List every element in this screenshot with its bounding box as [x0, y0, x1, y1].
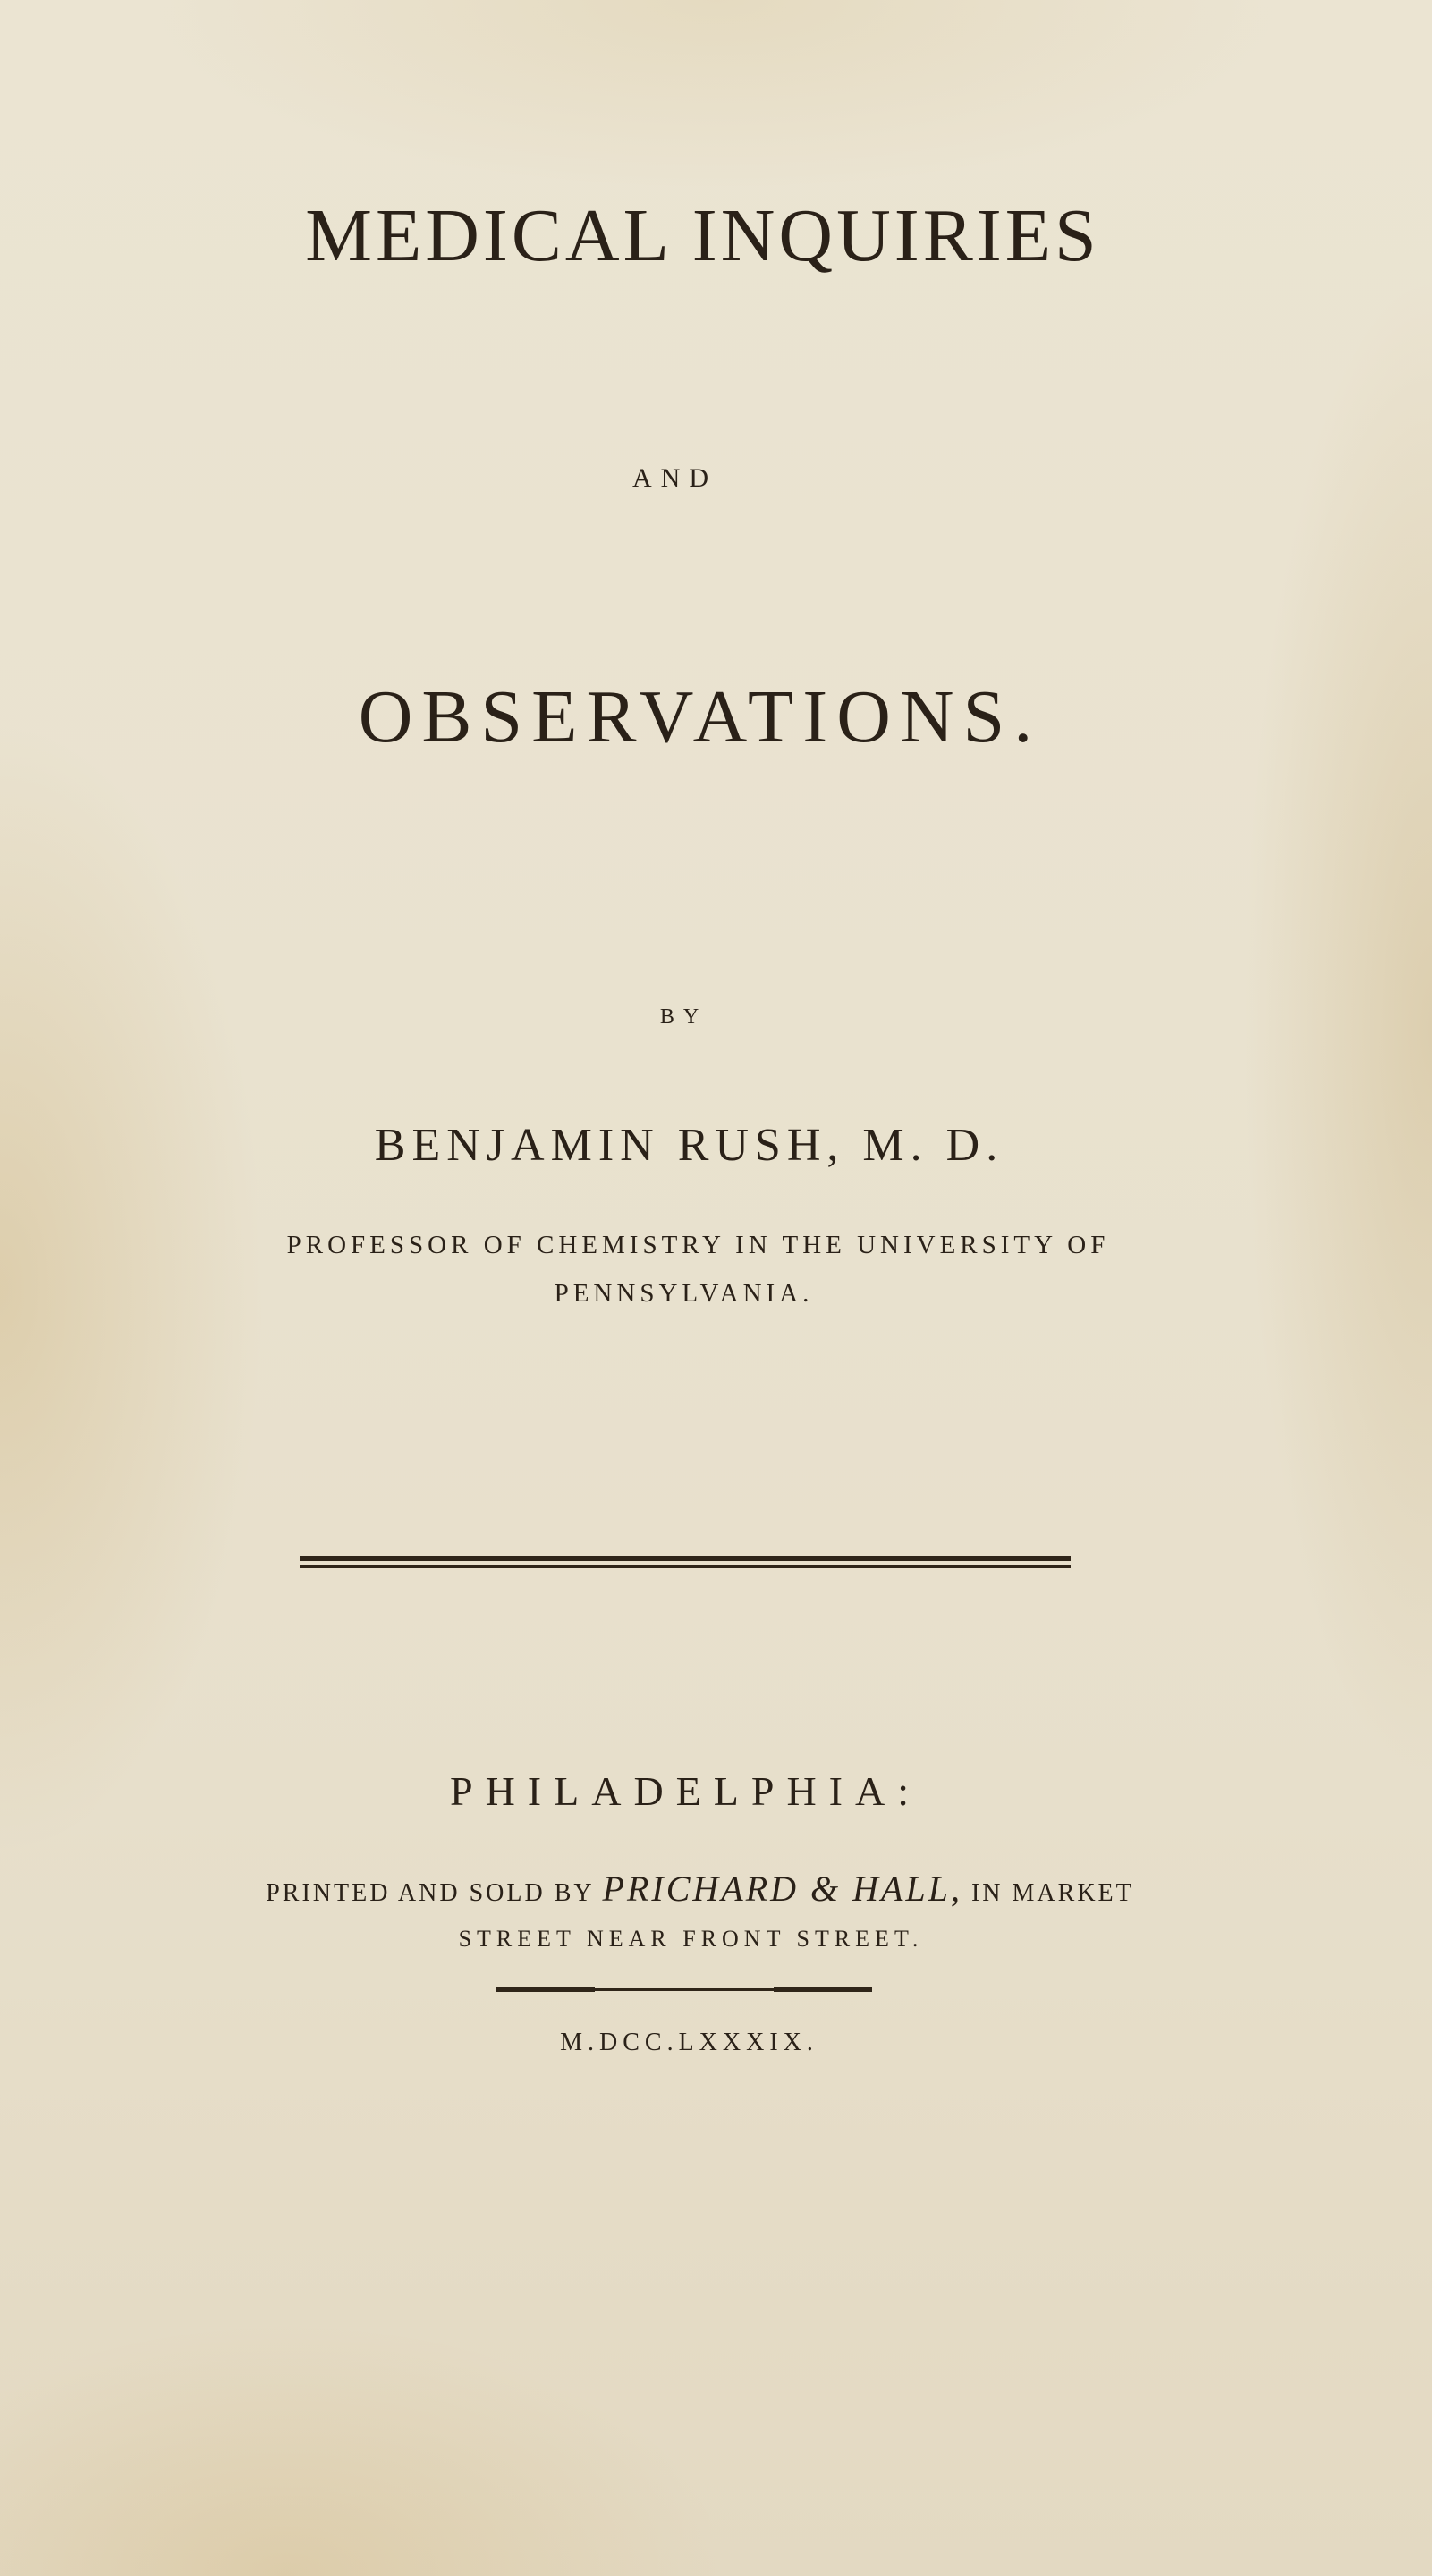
- author-profession-line-1: PROFESSOR OF CHEMISTRY IN THE UNIVERSITY OF: [286, 1231, 1110, 1259]
- imprint-address-line: STREET NEAR FRONT STREET.: [458, 1926, 924, 1952]
- imprint-date: M.DCC.LXXXIX.: [560, 2029, 818, 2056]
- imprint-printed-suffix: IN MARKET: [970, 1879, 1134, 1907]
- imprint-printer-names: PRICHARD & HALL,: [602, 1868, 962, 1909]
- imprint-rule-left: [496, 1987, 595, 1992]
- double-rule-thick: [300, 1556, 1071, 1561]
- imprint-rule-divider: [496, 1987, 872, 1993]
- conjunction-and: AND: [632, 463, 717, 493]
- double-rule-thin: [300, 1565, 1071, 1568]
- imprint-rule-right: [774, 1987, 872, 1992]
- byline-by: BY: [659, 1005, 708, 1029]
- author-profession-line-2: PENNSYLVANIA.: [554, 1279, 814, 1308]
- double-rule-divider: [300, 1556, 1071, 1571]
- title-line-2: OBSERVATIONS.: [358, 675, 1042, 758]
- author-name: BENJAMIN RUSH, M. D.: [374, 1120, 1004, 1171]
- title-line-1: MEDICAL INQUIRIES: [305, 194, 1100, 277]
- imprint-rule-middle: [595, 1988, 774, 1991]
- imprint-printers-line: [0, 1868, 1416, 1909]
- imprint-place: PHILADELPHIA:: [450, 1768, 921, 1814]
- imprint-printed-prefix: PRINTED AND SOLD BY: [266, 1879, 594, 1907]
